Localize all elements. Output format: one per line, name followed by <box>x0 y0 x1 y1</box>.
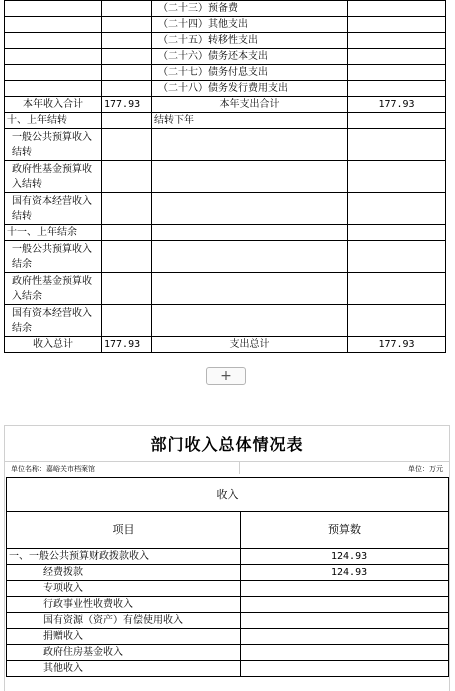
section-header[interactable]: 收入 <box>7 478 449 512</box>
table-cell[interactable] <box>102 17 152 33</box>
expense-item-label[interactable]: （二十六）债务还本支出 <box>152 49 348 65</box>
table-row <box>7 581 449 597</box>
table-row <box>7 613 449 629</box>
table-cell[interactable] <box>348 225 446 241</box>
table-cell[interactable] <box>102 161 152 193</box>
income-item-label[interactable]: 政府住房基金收入 <box>7 645 241 661</box>
table-cell[interactable] <box>102 81 152 97</box>
balance-subitem[interactable]: 一般公共预算收入结余 <box>5 241 102 273</box>
income-table <box>6 477 449 677</box>
income-item-label[interactable]: 其他收入 <box>7 661 241 677</box>
table-cell[interactable] <box>102 113 152 129</box>
unit-divider <box>239 462 240 474</box>
income-item-value[interactable]: 124.93 <box>241 549 449 565</box>
table-cell[interactable] <box>152 193 348 225</box>
carryover-subitem[interactable]: 一般公共预算收入结转 <box>5 129 102 161</box>
table-row <box>5 241 446 273</box>
expense-item-label[interactable]: （二十八）债务发行费用支出 <box>152 81 348 97</box>
add-table-button[interactable] <box>206 367 246 385</box>
income-item-label[interactable]: 经费拨款 <box>7 565 241 581</box>
table-cell[interactable] <box>102 65 152 81</box>
expense-item-label[interactable]: （二十五）转移性支出 <box>152 33 348 49</box>
table-cell[interactable] <box>5 17 102 33</box>
table-cell[interactable] <box>348 81 446 97</box>
table-cell[interactable] <box>348 33 446 49</box>
table-row <box>7 629 449 645</box>
table-cell[interactable] <box>102 129 152 161</box>
expense-item-label[interactable]: （二十四）其他支出 <box>152 17 348 33</box>
table-cell[interactable] <box>102 241 152 273</box>
unit-name: 单位名称：嘉峪关市档案馆 <box>11 465 95 473</box>
table-cell[interactable] <box>348 305 446 337</box>
year-total-row <box>5 97 446 113</box>
table-cell[interactable] <box>102 33 152 49</box>
table-cell[interactable] <box>348 273 446 305</box>
table-cell[interactable] <box>348 17 446 33</box>
year-expense-value[interactable]: 177.93 <box>348 97 446 113</box>
table-cell[interactable] <box>348 49 446 65</box>
table-cell[interactable] <box>348 1 446 17</box>
plus-icon: + <box>220 368 232 384</box>
income-item-value[interactable] <box>241 645 449 661</box>
table-row <box>5 193 446 225</box>
table-cell[interactable] <box>152 225 348 241</box>
balance-row <box>5 225 446 241</box>
column-header-item[interactable]: 项目 <box>7 512 241 549</box>
income-item-label[interactable]: 一、一般公共预算财政拨款收入 <box>7 549 241 565</box>
table-cell[interactable] <box>5 65 102 81</box>
table-row <box>5 33 446 49</box>
table-row <box>5 1 446 17</box>
total-income-value[interactable]: 177.93 <box>102 337 152 353</box>
column-header-budget[interactable]: 预算数 <box>241 512 449 549</box>
table-row <box>5 161 446 193</box>
budget-summary-table <box>4 0 446 353</box>
table-row <box>5 305 446 337</box>
table-cell[interactable] <box>152 161 348 193</box>
income-item-label[interactable]: 行政事业性收费收入 <box>7 597 241 613</box>
table-row <box>7 645 449 661</box>
table-cell[interactable] <box>348 129 446 161</box>
income-item-label[interactable]: 国有资源（资产）有偿使用收入 <box>7 613 241 629</box>
page-title: 部门收入总体情况表 <box>150 435 304 454</box>
table-cell[interactable] <box>5 49 102 65</box>
table-cell[interactable] <box>102 273 152 305</box>
income-item-value[interactable] <box>241 629 449 645</box>
table-row <box>5 129 446 161</box>
table-cell[interactable] <box>102 1 152 17</box>
table-cell[interactable] <box>348 241 446 273</box>
department-income-sheet <box>4 425 450 691</box>
table-row <box>5 273 446 305</box>
carryover-label[interactable]: 十、上年结转 <box>5 113 102 129</box>
balance-subitem[interactable]: 国有资本经营收入结余 <box>5 305 102 337</box>
grand-total-row <box>5 337 446 353</box>
table-row <box>5 49 446 65</box>
table-cell[interactable] <box>102 225 152 241</box>
table-cell[interactable] <box>348 113 446 129</box>
table-cell[interactable] <box>102 49 152 65</box>
carryover-subitem[interactable]: 国有资本经营收入结转 <box>5 193 102 225</box>
table-cell[interactable] <box>152 305 348 337</box>
table-cell[interactable] <box>348 193 446 225</box>
table-header-row <box>7 512 449 549</box>
table-cell[interactable] <box>102 305 152 337</box>
table-cell[interactable] <box>152 129 348 161</box>
table-cell[interactable] <box>152 273 348 305</box>
balance-subitem[interactable]: 政府性基金预算收入结余 <box>5 273 102 305</box>
carryover-row <box>5 113 446 129</box>
income-item-label[interactable]: 捐赠收入 <box>7 629 241 645</box>
table-row <box>5 65 446 81</box>
year-income-value[interactable]: 177.93 <box>102 97 152 113</box>
year-income-label[interactable]: 本年收入合计 <box>5 97 102 113</box>
total-expense-value[interactable]: 177.93 <box>348 337 446 353</box>
table-row <box>7 565 449 581</box>
table-cell[interactable] <box>348 65 446 81</box>
table-cell[interactable] <box>102 193 152 225</box>
table-row <box>5 81 446 97</box>
income-item-value[interactable] <box>241 661 449 677</box>
expense-item-label[interactable]: （二十三）预备费 <box>152 1 348 17</box>
income-item-value[interactable] <box>241 613 449 629</box>
carryover-subitem[interactable]: 政府性基金预算收入结转 <box>5 161 102 193</box>
balance-label[interactable]: 十一、上年结余 <box>5 225 102 241</box>
unit-measure: 单位：万元 <box>408 465 443 473</box>
table-cell[interactable] <box>152 241 348 273</box>
year-expense-label[interactable]: 本年支出合计 <box>152 97 348 113</box>
table-cell[interactable] <box>5 81 102 97</box>
income-item-value[interactable] <box>241 597 449 613</box>
income-item-value[interactable]: 124.93 <box>241 565 449 581</box>
table-row <box>7 661 449 677</box>
table-cell[interactable] <box>5 33 102 49</box>
unit-row <box>5 461 449 474</box>
expense-item-label[interactable]: （二十七）债务付息支出 <box>152 65 348 81</box>
table-cell[interactable] <box>348 161 446 193</box>
table-row <box>5 17 446 33</box>
table-cell[interactable] <box>5 1 102 17</box>
carryover-next-label[interactable]: 结转下年 <box>152 113 348 129</box>
income-item-label[interactable]: 专项收入 <box>7 581 241 597</box>
table-row <box>7 597 449 613</box>
income-item-value[interactable] <box>241 581 449 597</box>
table-row <box>7 478 449 512</box>
total-income-label[interactable]: 收入总计 <box>5 337 102 353</box>
table-row <box>7 549 449 565</box>
total-expense-label[interactable]: 支出总计 <box>152 337 348 353</box>
